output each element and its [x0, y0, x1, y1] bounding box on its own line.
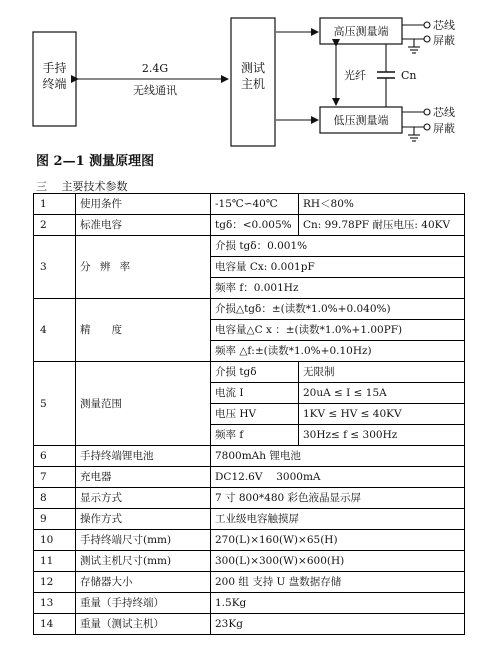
- table-row: [34, 215, 465, 236]
- section-title: 三 主要技术参数: [36, 180, 128, 193]
- wireless-label-bottom: 无线通讯: [133, 84, 177, 97]
- row-number: 7: [34, 467, 76, 488]
- range-value: 30Hz≤ f ≤ 300Hz: [299, 425, 465, 446]
- param-value: 电容量△C x ：±(读数*1.0%+1.00PF): [211, 320, 465, 341]
- table-row: [34, 299, 465, 320]
- fiber-label: 光纤: [344, 69, 366, 82]
- row-number: 1: [34, 194, 76, 215]
- lv-shield-terminal-icon: [424, 124, 430, 130]
- host-label-line1: 测试: [240, 61, 266, 75]
- param-value: 270(L)×160(W)×65(H): [211, 530, 465, 551]
- range-value: 20uA ≤ I ≤ 15A: [299, 383, 465, 404]
- lv-core-terminal-icon: [424, 109, 430, 115]
- param-name: 分 辨 率: [76, 236, 211, 299]
- table-row: [34, 362, 465, 383]
- hv-ground-icon: [408, 39, 420, 53]
- param-value: 7800mAh 锂电池: [211, 446, 465, 467]
- table-row: [34, 593, 465, 614]
- table-row: [34, 488, 465, 509]
- range-value: 1KV ≤ HV ≤ 40KV: [299, 404, 465, 425]
- param-value: 介损 tgδ：0.001%: [211, 236, 465, 257]
- range-label: 电压 HV: [211, 404, 299, 425]
- param-name: 使用条件: [76, 194, 211, 215]
- spec-table: [33, 193, 465, 635]
- handheld-label-line1: 手持: [42, 61, 67, 75]
- param-value: RH＜80%: [299, 194, 465, 215]
- row-number: 10: [34, 530, 76, 551]
- range-label: 介损 tgδ: [211, 362, 299, 383]
- param-value: tgδ：<0.005%: [211, 215, 299, 236]
- lv-core-label: 芯线: [433, 106, 455, 119]
- param-name: 显示方式: [76, 488, 211, 509]
- param-name: 测量范围: [76, 362, 211, 446]
- param-value: 200 组 支持 U 盘数据存储: [211, 572, 465, 593]
- param-name: 重量（手持终端）: [76, 593, 211, 614]
- param-name: 手持终端锂电池: [76, 446, 211, 467]
- table-row: [34, 530, 465, 551]
- wireless-label-top: 2.4G: [141, 62, 169, 75]
- hv-core-terminal-icon: [424, 22, 430, 28]
- row-number: 4: [34, 299, 76, 362]
- lv-end-label: 低压测量端: [333, 114, 389, 127]
- param-name: 操作方式: [76, 509, 211, 530]
- range-value: 无限制: [299, 362, 465, 383]
- param-name: 重量（测试主机）: [76, 614, 211, 635]
- param-value: 300(L)×300(W)×600(H): [211, 551, 465, 572]
- param-value: 电容量 Cx: 0.001pF: [211, 257, 465, 278]
- param-name: 标准电容: [76, 215, 211, 236]
- param-value: -15℃∽40℃: [211, 194, 299, 215]
- param-value: 介损△tgδ：±(读数*1.0%+0.040%): [211, 299, 465, 320]
- row-number: 2: [34, 215, 76, 236]
- table-row: [34, 551, 465, 572]
- row-number: 13: [34, 593, 76, 614]
- table-row: [34, 446, 465, 467]
- row-number: 3: [34, 236, 76, 299]
- param-name: 测试主机尺寸(mm): [76, 551, 211, 572]
- param-value: DC12.6V 3000mA: [211, 467, 465, 488]
- param-value: 1.5Kg: [211, 593, 465, 614]
- hv-shield-terminal-icon: [424, 36, 430, 42]
- figure-caption: 图 2—1 测量原理图: [36, 154, 155, 169]
- range-label: 频率 f: [211, 425, 299, 446]
- table-row: [34, 509, 465, 530]
- param-value: 7 寸 800*480 彩色液晶显示屏: [211, 488, 465, 509]
- table-row: [34, 236, 465, 257]
- hv-core-label: 芯线: [433, 19, 455, 32]
- hv-end-label: 高压测量端: [333, 25, 389, 38]
- param-value: Cn: 99.78PF 耐压电压: 40KV: [299, 215, 465, 236]
- param-name: 精 度: [76, 299, 211, 362]
- row-number: 11: [34, 551, 76, 572]
- lv-ground-icon: [408, 127, 420, 141]
- param-name: 存储器大小: [76, 572, 211, 593]
- row-number: 8: [34, 488, 76, 509]
- capacitor-cn-icon: [377, 44, 395, 107]
- table-row: [34, 614, 465, 635]
- param-value: 频率 △f:±(读数*1.0%+0.10Hz): [211, 341, 465, 362]
- table-row: [34, 467, 465, 488]
- row-number: 9: [34, 509, 76, 530]
- range-label: 电流 I: [211, 383, 299, 404]
- handheld-label-line2: 终端: [42, 77, 67, 91]
- param-value: 23Kg: [211, 614, 465, 635]
- row-number: 6: [34, 446, 76, 467]
- cn-label: Cn: [401, 69, 417, 82]
- row-number: 14: [34, 614, 76, 635]
- param-value: 工业级电容触摸屏: [211, 509, 465, 530]
- row-number: 12: [34, 572, 76, 593]
- lv-shield-label: 屏蔽: [433, 122, 455, 135]
- param-value: 频率 f：0.001Hz: [211, 278, 465, 299]
- measurement-diagram: [0, 0, 500, 150]
- table-row: [34, 194, 465, 215]
- table-row: [34, 572, 465, 593]
- param-name: 手持终端尺寸(mm): [76, 530, 211, 551]
- hv-shield-label: 屏蔽: [433, 34, 455, 47]
- param-name: 充电器: [76, 467, 211, 488]
- row-number: 5: [34, 362, 76, 446]
- host-label-line2: 主机: [240, 77, 266, 91]
